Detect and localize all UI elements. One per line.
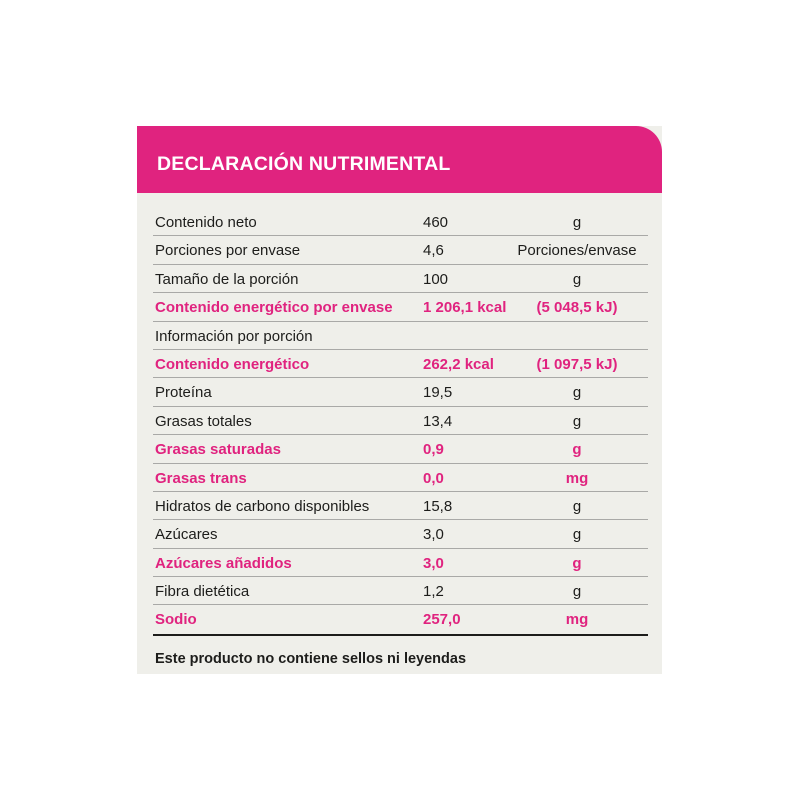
nutrient-name: Azúcares [155,526,218,544]
panel-title: DECLARACIÓN NUTRIMENTAL [157,153,451,175]
nutrient-name: Información por porción [155,327,313,345]
nutrient-unit: g [572,412,582,430]
nutrient-unit: g [572,384,582,402]
nutrition-table [153,208,648,634]
table-row [153,464,648,492]
table-row [153,378,648,406]
table-row [153,577,648,605]
nutrient-value: 3,0 [423,554,444,572]
nutrient-unit: g [572,554,582,572]
nutrient-value: 13,4 [423,412,453,430]
nutrient-unit: g [572,497,582,515]
nutrient-name: Contenido neto [155,214,257,231]
nutrient-value: 0,9 [423,441,444,459]
nutrient-name: Azúcares añadidos [155,554,292,572]
table-row [153,322,648,350]
nutrient-unit: Porciones/envase [517,242,637,260]
table-row [153,350,648,378]
nutrient-value: 257,0 [423,611,461,629]
nutrient-unit: g [572,214,582,231]
table-row [153,407,648,435]
table-row [153,492,648,520]
nutrient-value: 0,0 [423,469,444,487]
nutrient-name: Tamaño de la porción [155,270,299,288]
nutrient-unit: g [572,270,582,288]
nutrient-name: Contenido energético [155,355,310,373]
nutrient-value: 4,6 [423,242,444,260]
nutrient-value: 15,8 [423,497,453,515]
nutrient-value: 3,0 [423,526,444,544]
nutrient-unit: (5 048,5 kJ) [536,299,618,317]
nutrient-name: Sodio [155,611,197,629]
table-row [153,435,648,463]
nutrient-unit: g [572,441,582,459]
table-row [153,236,648,264]
nutrient-value: 1 206,1 kcal [423,299,507,317]
nutrient-unit: g [572,526,582,544]
nutrient-value: 1,2 [423,583,444,601]
nutrient-unit: g [572,583,582,601]
nutrient-value: 460 [423,214,449,231]
table-bottom-rule [153,634,648,636]
table-row [153,549,648,577]
nutrient-name: Fibra dietética [155,583,250,601]
panel-header [137,126,662,193]
nutrition-panel [137,126,662,674]
nutrient-name: Grasas trans [155,469,247,487]
nutrient-unit: (1 097,5 kJ) [536,355,618,373]
nutrient-value: 19,5 [423,384,453,402]
table-row [153,605,648,633]
nutrient-unit: mg [565,469,589,487]
nutrient-value: 100 [423,270,449,288]
table-row [153,265,648,293]
nutrient-name: Hidratos de carbono disponibles [155,497,370,515]
nutrient-value: 262,2 kcal [423,355,494,373]
nutrient-unit: mg [565,611,589,629]
nutrient-name: Grasas totales [155,412,252,430]
table-row [153,208,648,236]
nutrient-name: Proteína [155,384,212,402]
table-row [153,293,648,321]
footer-note: Este producto no contiene sellos ni leyendas [155,651,467,667]
nutrient-name: Porciones por envase [155,242,301,260]
nutrient-name: Contenido energético por envase [155,299,393,317]
table-row [153,520,648,548]
nutrient-name: Grasas saturadas [155,441,281,459]
